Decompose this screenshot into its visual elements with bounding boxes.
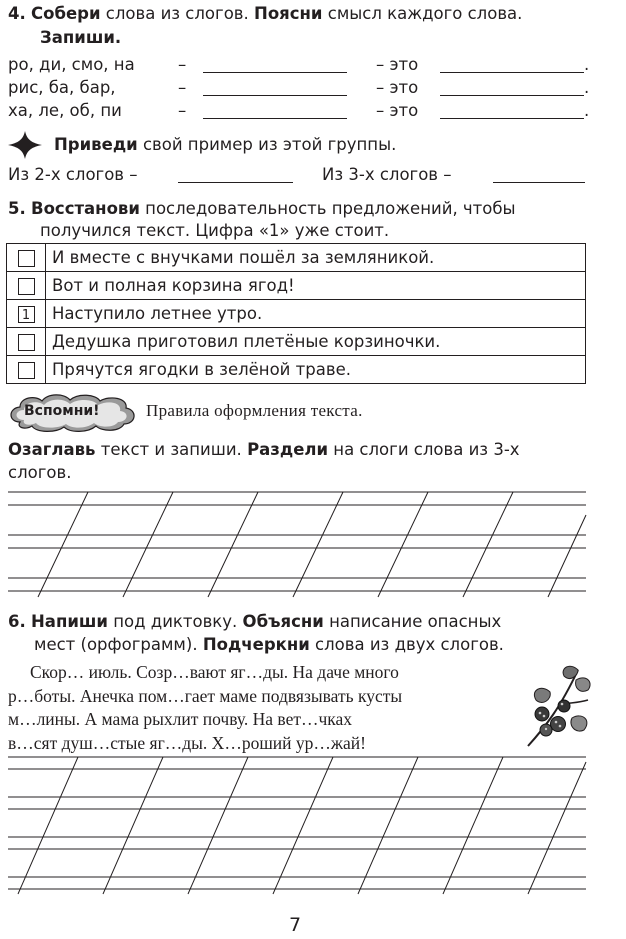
meaning-blank[interactable] bbox=[440, 118, 584, 119]
sentence-text: Дедушка приготовил плетёные корзиночки. bbox=[46, 328, 586, 356]
remember-label: Вспомни! bbox=[24, 403, 100, 419]
title-task-line1: Озаглавь текст и запиши. Раздели на слоги слова из 3-х bbox=[8, 440, 520, 459]
table-row bbox=[7, 272, 586, 300]
dash: – bbox=[178, 101, 187, 120]
example-instruction: Приведи свой пример из этой группы. bbox=[54, 135, 397, 154]
from-2-syllables-label: Из 2-х слогов – bbox=[8, 165, 138, 184]
order-box[interactable] bbox=[18, 334, 35, 351]
table-row bbox=[7, 328, 586, 356]
order-box[interactable] bbox=[18, 250, 35, 267]
page-number: 7 bbox=[289, 914, 302, 936]
table-row bbox=[7, 356, 586, 384]
title-task-line2: слогов. bbox=[8, 463, 72, 482]
period: . bbox=[584, 101, 590, 120]
task5-heading-line2: получился текст. Цифра «1» уже стоит. bbox=[40, 221, 390, 240]
task5-heading-line1: 5. Восстанови последовательность предложений, чтобы bbox=[8, 199, 516, 218]
task6-heading-line2: мест (орфограмм). Подчеркни слова из двух слогов. bbox=[34, 635, 504, 654]
syllables-row-3: ха, ле, об, пи bbox=[8, 101, 122, 120]
sentence-text: И вместе с внучками пошёл за земляникой. bbox=[46, 244, 586, 272]
sentence-text: Вот и полная корзина ягод! bbox=[46, 272, 586, 300]
answer-blank[interactable] bbox=[203, 118, 347, 119]
from-3-syllables-label: Из 3-х слогов – bbox=[322, 165, 452, 184]
writing-lines-1[interactable] bbox=[0, 485, 626, 605]
sentence-order-table bbox=[6, 243, 586, 384]
eto-label: – это bbox=[376, 101, 419, 120]
example-3-blank[interactable] bbox=[493, 182, 585, 183]
table-row bbox=[7, 300, 586, 328]
answer-blank[interactable] bbox=[203, 72, 347, 73]
dash: – bbox=[178, 78, 187, 97]
table-row bbox=[7, 244, 586, 272]
dictation-line-3: м…лины. А мама рыхлит почву. На вет…чках bbox=[8, 709, 353, 729]
dash: – bbox=[178, 55, 187, 74]
writing-lines-2[interactable] bbox=[0, 752, 626, 902]
sentence-text: Наступило летнее утро. bbox=[46, 300, 586, 328]
raspberry-branch-icon bbox=[520, 662, 596, 748]
sentence-text: Прячутся ягодки в зелёной траве. bbox=[46, 356, 586, 384]
syllables-row-1: ро, ди, смо, на bbox=[8, 55, 135, 74]
dictation-line-2: р…боты. Анечка пом…гает маме подвязывать кусты bbox=[8, 686, 403, 706]
meaning-blank[interactable] bbox=[440, 95, 584, 96]
remember-badge bbox=[6, 392, 138, 434]
task4-heading-line1: 4. Собери слова из слогов. Поясни смысл каждого слова. bbox=[8, 4, 523, 23]
order-box[interactable]: 1 bbox=[18, 306, 35, 323]
syllables-row-2: рис, ба, бар, bbox=[8, 78, 116, 97]
task6-heading-line1: 6. Напиши под диктовку. Объясни написание опасных bbox=[8, 612, 502, 631]
meaning-blank[interactable] bbox=[440, 72, 584, 73]
answer-blank[interactable] bbox=[203, 95, 347, 96]
period: . bbox=[584, 78, 590, 97]
eto-label: – это bbox=[376, 55, 419, 74]
dictation-line-4: в…сят душ…стые яг…ды. Х…роший ур…жай! bbox=[8, 733, 366, 753]
dictation-line-1: Скор… июль. Созр…вают яг…ды. На даче много bbox=[30, 662, 399, 682]
order-box[interactable] bbox=[18, 362, 35, 379]
task4-heading-line2: Запиши. bbox=[40, 28, 122, 47]
star-icon bbox=[8, 131, 42, 159]
eto-label: – это bbox=[376, 78, 419, 97]
remember-text: Правила оформления текста. bbox=[146, 401, 363, 420]
example-2-blank[interactable] bbox=[178, 182, 293, 183]
period: . bbox=[584, 55, 590, 74]
order-box[interactable] bbox=[18, 278, 35, 295]
